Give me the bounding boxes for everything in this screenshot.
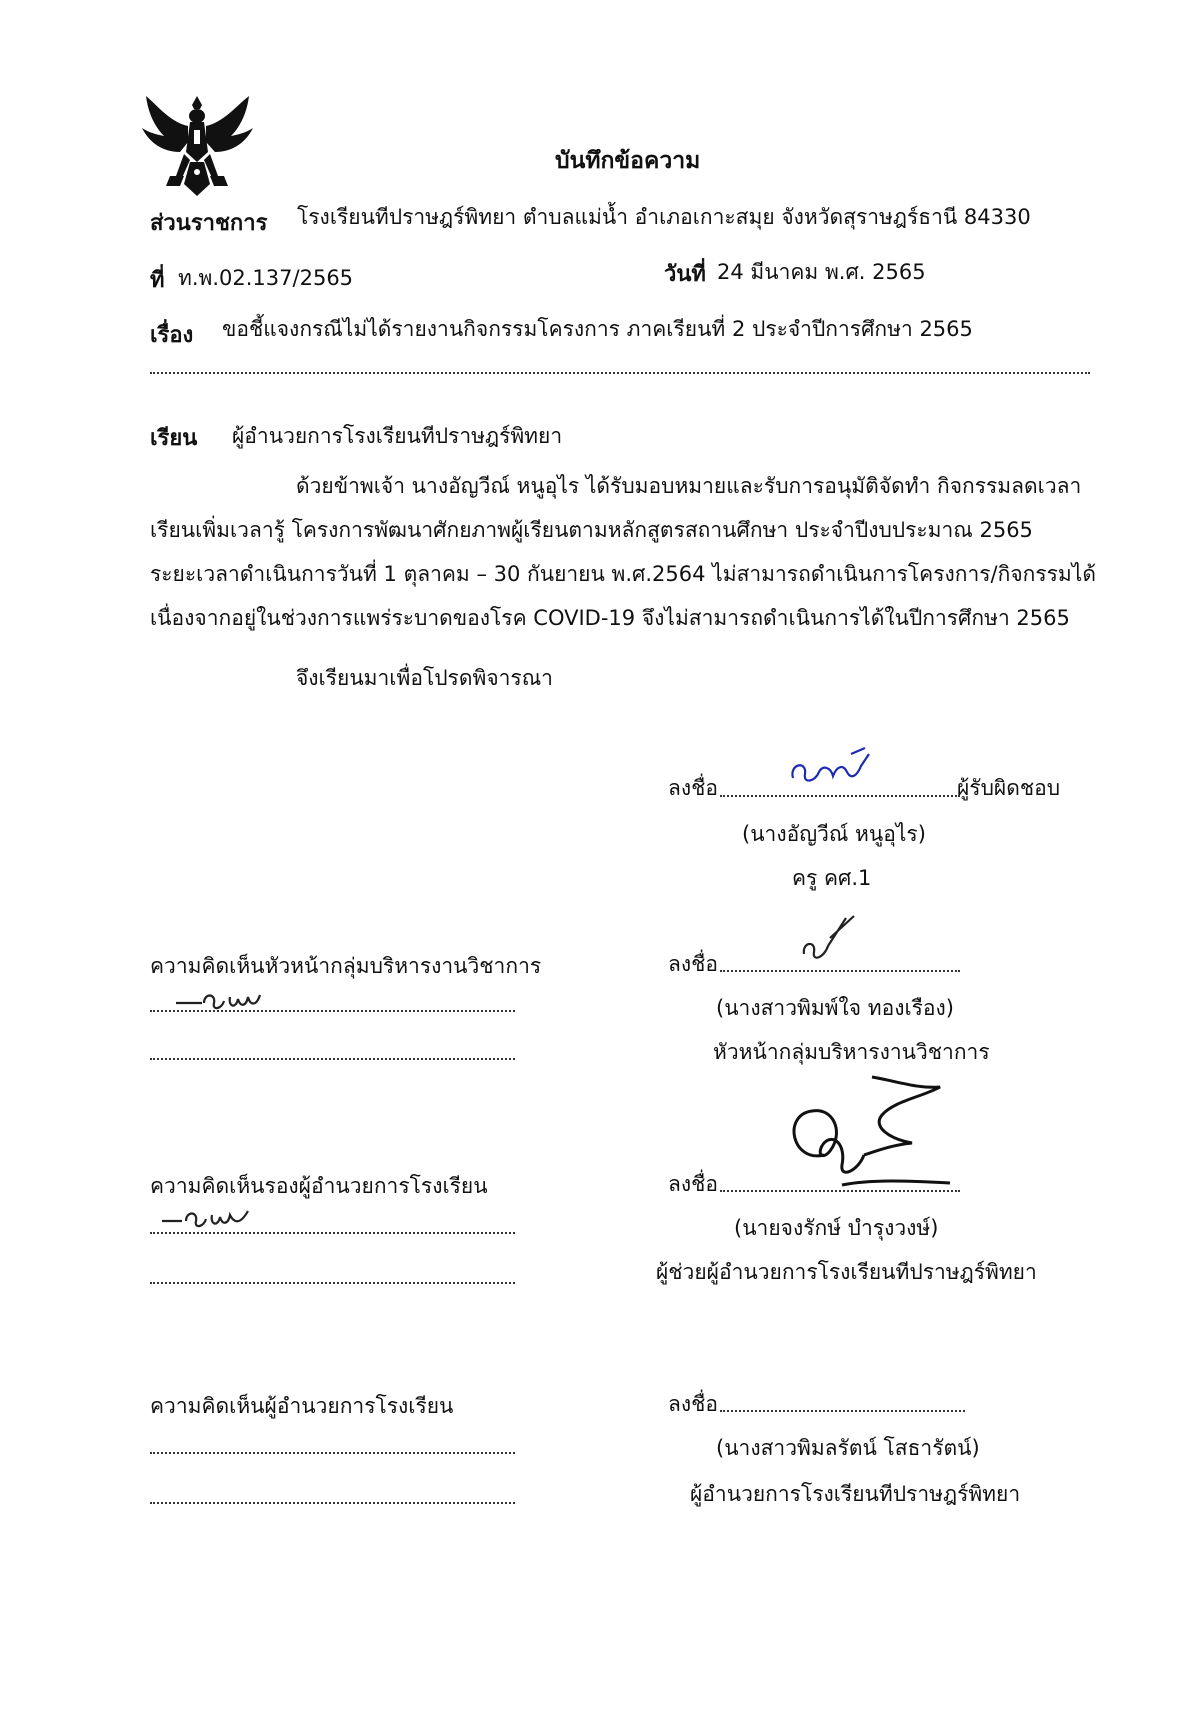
- opinion-handwriting-1-icon: [172, 985, 282, 1015]
- sign-label-1: ลงชื่อ: [668, 776, 718, 800]
- director-opinion-line-1: [150, 1452, 515, 1454]
- signer-1-position: ครู คศ.1: [792, 866, 872, 890]
- ref-label: ที่: [150, 268, 165, 293]
- signature-1-icon: [785, 742, 895, 792]
- date-value: 24 มีนาคม พ.ศ. 2565: [717, 260, 926, 284]
- closing-line: จึงเรียนมาเพื่อโปรดพิจารณา: [296, 666, 553, 690]
- signer-3-position: ผู้ช่วยผู้อำนวยการโรงเรียนทีปราษฎร์พิทยา: [656, 1260, 1037, 1284]
- director-opinion-line-2: [150, 1502, 515, 1504]
- sign-label-3: ลงชื่อ: [668, 1172, 718, 1196]
- subject-separator: [150, 372, 1090, 374]
- sign-label-2: ลงชื่อ: [668, 952, 718, 976]
- sign-line-1: [720, 795, 960, 797]
- body-line-1: ด้วยข้าพเจ้า นางอัญวีณ์ หนูอุไร ได้รับมอบหมายและรับการอนุมัติจัดทำ กิจกรรมลดเวลา: [296, 474, 1082, 498]
- academic-head-opinion-line-2: [150, 1058, 515, 1060]
- memo-title: บันทึกข้อความ: [555, 148, 701, 174]
- signature-2-icon: [800, 908, 860, 968]
- agency-label: ส่วนราชการ: [150, 211, 268, 236]
- signature-3-icon: [772, 1075, 972, 1195]
- sign-line-2: [720, 970, 960, 972]
- sign-line-4: [720, 1410, 965, 1412]
- responsible-suffix: ผู้รับผิดชอบ: [957, 776, 1061, 800]
- addressee-value: ผู้อำนวยการโรงเรียนทีปราษฎร์พิทยา: [232, 424, 563, 448]
- director-opinion-label: ความคิดเห็นผู้อำนวยการโรงเรียน: [150, 1394, 454, 1418]
- signer-4-name: (นางสาวพิมลรัตน์ โสธารัตน์): [716, 1436, 980, 1460]
- signer-3-name: (นายจงรักษ์ บำรุงวงษ์): [734, 1216, 939, 1240]
- opinion-handwriting-2-icon: [158, 1205, 268, 1235]
- signer-2-position: หัวหน้ากลุ่มบริหารงานวิชาการ: [713, 1040, 990, 1064]
- body-line-2: เรียนเพิ่มเวลารู้ โครงการพัฒนาศักยภาพผู้เรียนตามหลักสูตรสถานศึกษา ประจำปีงบประมาณ 2565: [150, 518, 1033, 542]
- deputy-opinion-line-2: [150, 1282, 515, 1284]
- sign-label-4: ลงชื่อ: [668, 1392, 718, 1416]
- signer-1-name: (นางอัญวีณ์ หนูอุไร): [742, 822, 926, 846]
- body-line-3: ระยะเวลาดำเนินการวันที่ 1 ตุลาคม – 30 กันยายน พ.ศ.2564 ไม่สามารถดำเนินการโครงการ/กิจกรรมได้: [150, 562, 1096, 586]
- academic-head-opinion-label: ความคิดเห็นหัวหน้ากลุ่มบริหารงานวิชาการ: [150, 954, 542, 978]
- subject-value: ขอชี้แจงกรณีไม่ได้รายงานกิจกรรมโครงการ ภาคเรียนที่ 2 ประจำปีการศึกษา 2565: [222, 317, 973, 341]
- date-label: วันที่: [664, 262, 706, 287]
- signer-4-position: ผู้อำนวยการโรงเรียนทีปราษฎร์พิทยา: [690, 1482, 1021, 1506]
- body-line-4: เนื่องจากอยู่ในช่วงการแพร่ระบาดของโรค COVID-19 จึงไม่สามารถดำเนินการได้ในปีการศึกษา 2565: [150, 606, 1070, 630]
- subject-label: เรื่อง: [150, 323, 194, 348]
- signer-2-name: (นางสาวพิมพ์ใจ ทองเรือง): [716, 996, 954, 1020]
- ref-value: ท.พ.02.137/2565: [178, 266, 354, 290]
- deputy-opinion-label: ความคิดเห็นรองผู้อำนวยการโรงเรียน: [150, 1174, 488, 1198]
- agency-value: โรงเรียนทีปราษฎร์พิทยา ตำบลแม่น้ำ อำเภอเกาะสมุย จังหวัดสุราษฎร์ธานี 84330: [297, 205, 1031, 229]
- garuda-emblem-icon: [140, 92, 255, 200]
- addressee-label: เรียน: [150, 426, 198, 451]
